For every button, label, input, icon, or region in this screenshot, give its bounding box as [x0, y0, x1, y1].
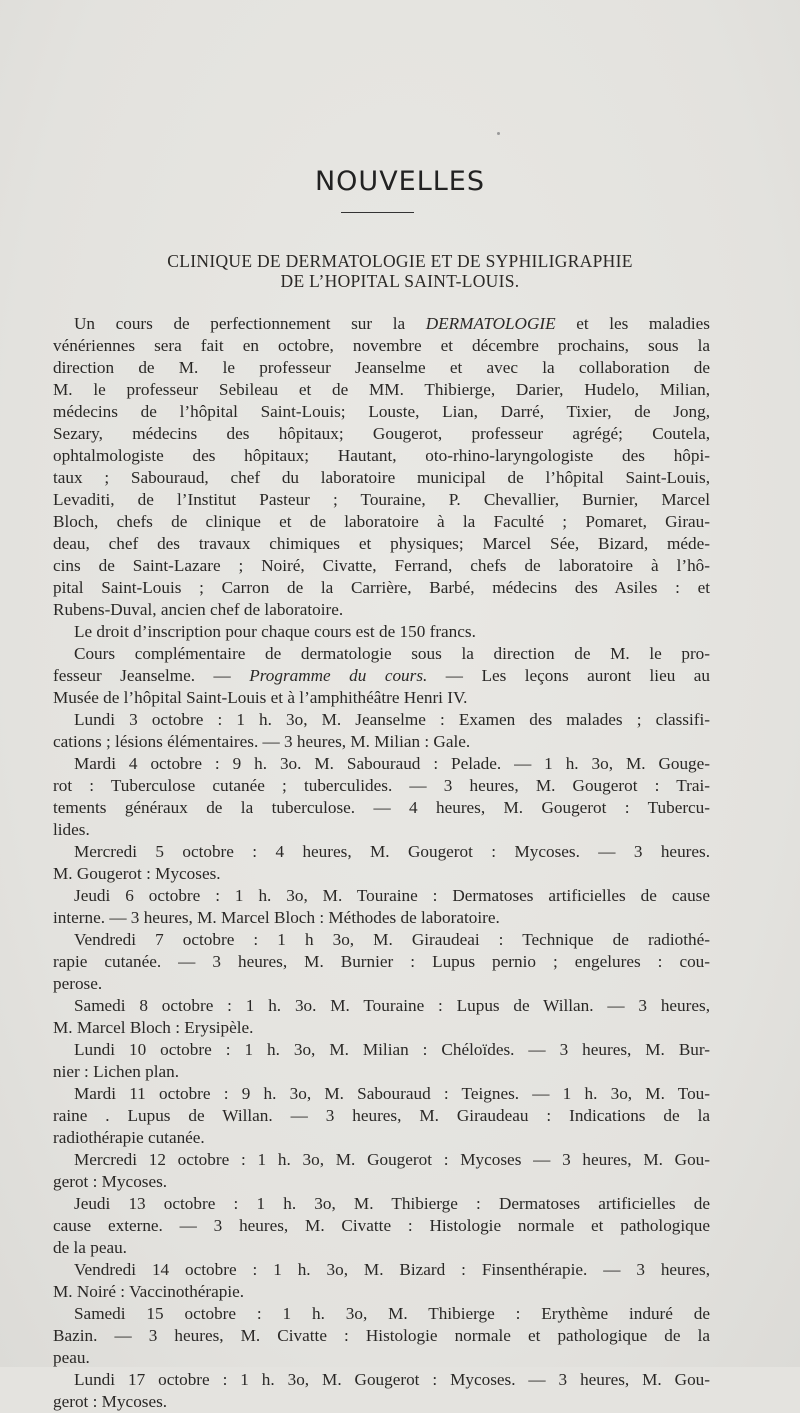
- text-run: Levaditi, de l’Institut Pasteur ; Touraine, P. Chevallier, Burnier, Marcel: [53, 490, 710, 509]
- text-run: Le droit d’inscription pour chaque cours est de 150 francs.: [74, 622, 476, 641]
- text-run: nier : Lichen plan.: [53, 1062, 179, 1081]
- text-line: [53, 643, 710, 665]
- text-run: Un cours de perfectionnement sur la: [74, 314, 426, 333]
- text-run: tements généraux de la tuberculose. — 4 heures, M. Gougerot : Tubercu-: [53, 798, 710, 817]
- text-line: [53, 1171, 710, 1193]
- text-run: Mardi 11 octobre : 9 h. 3o, M. Sabouraud : Teignes. — 1 h. 3o, M. Tou-: [74, 1084, 710, 1103]
- article-body: [53, 313, 710, 1413]
- text-line: [53, 819, 710, 841]
- text-line: [53, 467, 710, 489]
- text-line: [53, 1127, 710, 1149]
- text-line: [53, 1061, 710, 1083]
- text-run: pital Saint-Louis ; Carron de la Carrière, Barbé, médecins des Asiles : et: [53, 578, 710, 597]
- text-run: rapie cutanée. — 3 heures, M. Burnier : Lupus pernio ; engelures : cou-: [53, 952, 710, 971]
- text-run: médecins de l’hôpital Saint-Louis; Louste, Lian, Darré, Tixier, de Jong,: [53, 402, 710, 421]
- text-line: [53, 929, 710, 951]
- text-run: rot : Tuberculose cutanée ; tuberculides. — 3 heures, M. Gougerot : Trai-: [53, 776, 710, 795]
- page-title: NOUVELLES: [314, 166, 486, 197]
- text-line: [53, 1303, 710, 1325]
- text-line: [53, 1215, 710, 1237]
- text-line: [53, 1149, 710, 1171]
- text-line: [53, 1237, 710, 1259]
- text-line: [53, 1325, 710, 1347]
- text-line: [53, 1039, 710, 1061]
- text-line: [53, 753, 710, 775]
- text-run: Samedi 8 octobre : 1 h. 3o. M. Touraine : Lupus de Willan. — 3 heures,: [74, 996, 710, 1015]
- text-run: et les maladies: [555, 314, 710, 333]
- text-run: de la peau.: [53, 1238, 127, 1257]
- text-line: [53, 423, 710, 445]
- text-line: [53, 1259, 710, 1281]
- text-line: [53, 357, 710, 379]
- text-run: ophtalmologiste des hôpitaux; Hautant, oto-rhino-laryngologiste des hôpi-: [53, 446, 710, 465]
- text-line: [53, 489, 710, 511]
- text-line: [53, 709, 710, 731]
- text-run: Lundi 10 octobre : 1 h. 3o, M. Milian : Chéloïdes. — 3 heures, M. Bur-: [74, 1040, 710, 1059]
- text-run: Vendredi 14 octobre : 1 h. 3o, M. Bizard : Finsenthérapie. — 3 heures,: [74, 1260, 710, 1279]
- text-run: Bazin. — 3 heures, M. Civatte : Histologie normale et pathologique de la: [53, 1326, 710, 1345]
- text-run: Lundi 17 octobre : 1 h. 3o, M. Gougerot : Mycoses. — 3 heures, M. Gou-: [74, 1370, 710, 1389]
- text-line: [53, 1347, 710, 1369]
- text-run: Musée de l’hôpital Saint-Louis et à l’amphithéâtre Henri IV.: [53, 688, 468, 707]
- text-line: [53, 1391, 710, 1413]
- text-line: [53, 973, 710, 995]
- text-run: cations ; lésions élémentaires. — 3 heures, M. Milian : Gale.: [53, 732, 471, 751]
- text-run: Sezary, médecins des hôpitaux; Gougerot, professeur agrégé; Coutela,: [53, 424, 710, 443]
- text-line: [53, 1193, 710, 1215]
- text-run: Lundi 3 octobre : 1 h. 3o, M. Jeanselme : Examen des malades ; classifi-: [74, 710, 710, 729]
- text-line: [53, 665, 710, 687]
- text-run: taux ; Sabouraud, chef du laboratoire municipal de l’hôpital Saint-Louis,: [53, 468, 710, 487]
- text-run: Rubens-Duval, ancien chef de laboratoire.: [53, 600, 344, 619]
- text-run: interne. — 3 heures, M. Marcel Bloch : Méthodes de laboratoire.: [53, 908, 500, 927]
- section-title-line-1: CLINIQUE DE DERMATOLOGIE ET DE SYPHILIGRAPHIE: [167, 251, 633, 271]
- text-line: [53, 599, 710, 621]
- text-line: [53, 863, 710, 885]
- text-run: Samedi 15 octobre : 1 h. 3o, M. Thibierge : Erythème induré de: [74, 1304, 710, 1323]
- text-line: [53, 379, 710, 401]
- text-line: [53, 401, 710, 423]
- text-run: Jeudi 13 octobre : 1 h. 3o, M. Thibierge : Dermatoses artificielles de: [74, 1194, 710, 1213]
- text-line: [53, 951, 710, 973]
- text-line: [53, 555, 710, 577]
- text-run: cause externe. — 3 heures, M. Civatte : Histologie normale et pathologique: [53, 1216, 710, 1235]
- text-line: [53, 313, 710, 335]
- text-line: [53, 1281, 710, 1303]
- text-run: fesseur Jeanselme. —: [53, 666, 250, 685]
- text-run: direction de M. le professeur Jeanselme et avec la collaboration de: [53, 358, 710, 377]
- text-line: [53, 1017, 710, 1039]
- text-run: vénériennes sera fait en octobre, novembre et décembre prochains, sous la: [53, 336, 710, 355]
- text-line: [53, 533, 710, 555]
- text-run: deau, chef des travaux chimiques et physiques; Marcel Sée, Bizard, méde-: [53, 534, 710, 553]
- text-run: radiothérapie cutanée.: [53, 1128, 205, 1147]
- text-line: [53, 1105, 710, 1127]
- text-line: [53, 775, 710, 797]
- text-run: Bloch, chefs de clinique et de laboratoire à la Faculté ; Pomaret, Girau-: [53, 512, 710, 531]
- text-line: [53, 885, 710, 907]
- print-speck: [497, 132, 500, 135]
- section-title-line-2: DE L’HOPITAL SAINT-LOUIS.: [280, 271, 520, 291]
- italic-text-run: Programme du cours.: [249, 666, 428, 685]
- text-run: Jeudi 6 octobre : 1 h. 3o, M. Touraine : Dermatoses artificielles de cause: [74, 886, 710, 905]
- text-run: Mercredi 12 octobre : 1 h. 3o, M. Gougerot : Mycoses — 3 heures, M. Gou-: [74, 1150, 710, 1169]
- text-line: [53, 687, 710, 709]
- text-line: [53, 841, 710, 863]
- text-run: cins de Saint-Lazare ; Noiré, Civatte, Ferrand, chefs de laboratoire à l’hô-: [53, 556, 710, 575]
- title-rule: [341, 212, 414, 213]
- text-run: gerot : Mycoses.: [53, 1392, 168, 1411]
- text-run: Cours complémentaire de dermatologie sous la direction de M. le pro-: [74, 644, 710, 663]
- text-line: [53, 1369, 710, 1391]
- text-run: Mercredi 5 octobre : 4 heures, M. Gougerot : Mycoses. — 3 heures.: [74, 842, 710, 861]
- text-line: [53, 1083, 710, 1105]
- text-run: — Les leçons auront lieu au: [427, 666, 710, 685]
- text-line: [53, 577, 710, 599]
- text-run: lides.: [53, 820, 90, 839]
- text-line: [53, 907, 710, 929]
- text-run: M. le professeur Sebileau et de MM. Thibierge, Darier, Hudelo, Milian,: [53, 380, 710, 399]
- text-run: raine . Lupus de Willan. — 3 heures, M. Giraudeau : Indications de la: [53, 1106, 710, 1125]
- text-line: [53, 621, 710, 643]
- text-line: [53, 731, 710, 753]
- text-line: [53, 797, 710, 819]
- text-run: M. Marcel Bloch : Erysipèle.: [53, 1018, 254, 1037]
- text-run: Mardi 4 octobre : 9 h. 3o. M. Sabouraud : Pelade. — 1 h. 3o, M. Gouge-: [74, 754, 710, 773]
- text-run: Vendredi 7 octobre : 1 h 3o, M. Giraudeai : Technique de radiothé-: [74, 930, 710, 949]
- text-run: perose.: [53, 974, 103, 993]
- text-line: [53, 995, 710, 1017]
- text-line: [53, 335, 710, 357]
- text-line: [53, 511, 710, 533]
- text-run: gerot : Mycoses.: [53, 1172, 168, 1191]
- text-run: peau.: [53, 1348, 90, 1367]
- text-line: [53, 445, 710, 467]
- italic-text-run: DERMATOLOGIE: [425, 314, 556, 333]
- text-run: M. Gougerot : Mycoses.: [53, 864, 221, 883]
- text-run: M. Noiré : Vaccinothérapie.: [53, 1282, 245, 1301]
